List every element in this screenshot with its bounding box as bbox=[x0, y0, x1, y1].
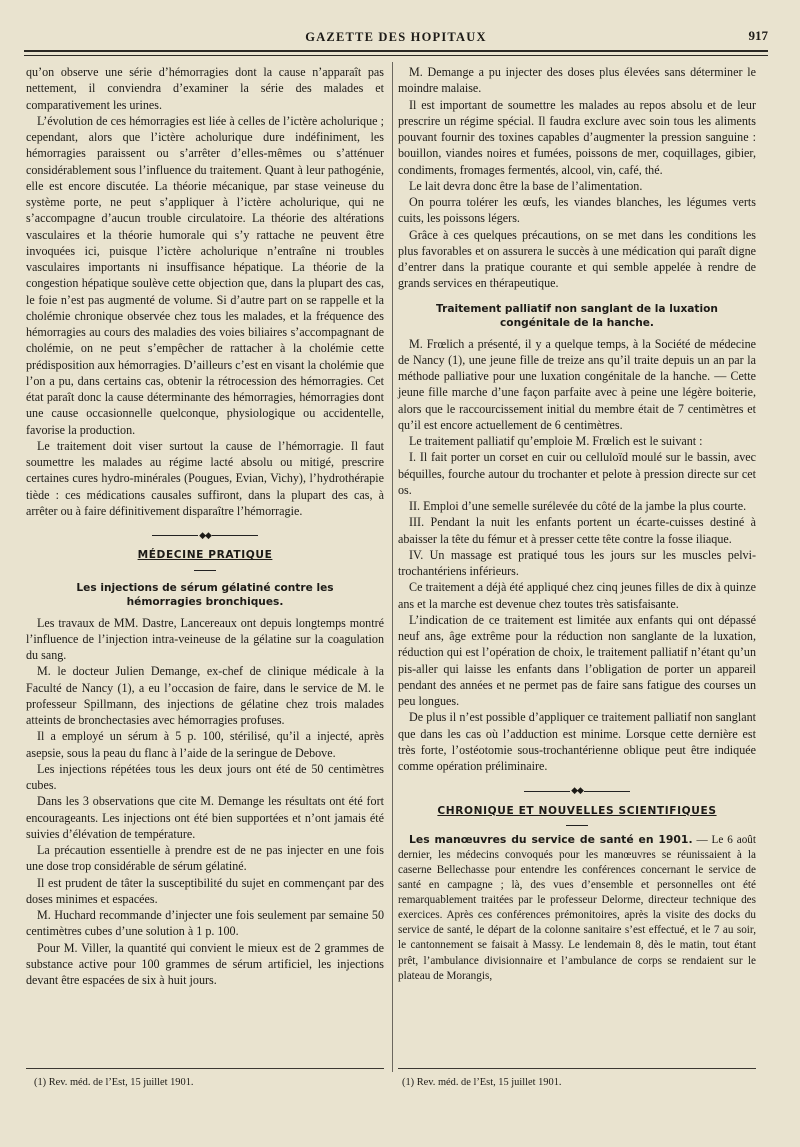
paragraph: L’indication de ce traitement est limitée aux enfants qui ont dépassé neuf ans, âge extrême pour la réduction non sanglante de la luxation, réduction qui est l’opération de choix, le traitement palliatif n’étant qu’un pis-aller qui laisse les enfants dans l’obligation de porter un appareil pendant des années et ne permet pas de faire sans fatigue des courses un peu longues. bbox=[398, 612, 756, 708]
left-column bbox=[26, 64, 384, 988]
footnote-rule bbox=[26, 1068, 384, 1069]
article-title: Traitement palliatif non sanglant de la luxation congénitale de la hanche. bbox=[436, 302, 718, 329]
paragraph: Dans les 3 observations que cite M. Demange les résultats ont été fort encourageants. Les injections ont été bien supportées et n’ont jamais été suivies d’élévation de température. bbox=[26, 794, 384, 841]
paragraph: De plus il n’est possible d’appliquer ce traitement palliatif non sanglant que dans les cas où l’adduction est minime. Lorsque cette dernière est très forte, l’ostéotomie sous-trochantérienne oblique peut être indiquée comme opération préliminaire. bbox=[398, 710, 756, 773]
footnote: (1) Rev. méd. de l’Est, 15 juillet 1901. bbox=[402, 1077, 562, 1088]
page-header bbox=[24, 24, 768, 46]
paragraph: Le traitement doit viser surtout la cause de l’hémorragie. Il faut soumettre les malades au régime lacté absolu ou mitigé, prescrire certaines cures hydro-minérales (Pougues, Evian, Vichy), l’hydrothérapie tiède : ces médications causales suffiront, dans la plupart des cas, à arrêter ou à faire définitivement disparaître l’hémorragie. bbox=[26, 438, 384, 518]
paragraph: Pour M. Viller, la quantité qui convient le mieux est de 2 grammes de substance active pour 100 grammes de sérum artificiel, les injections devant être espacées de six à huit jours. bbox=[26, 940, 384, 987]
paragraph: Le traitement palliatif qu’emploie M. Frœlich est le suivant : bbox=[409, 434, 703, 448]
page-number: 917 bbox=[748, 28, 768, 43]
header-rule-thin bbox=[24, 55, 768, 56]
footnote: (1) Rev. méd. de l’Est, 15 juillet 1901. bbox=[34, 1077, 194, 1088]
section-title: CHRONIQUE ET NOUVELLES SCIENTIFIQUES bbox=[437, 804, 717, 817]
column-divider bbox=[392, 62, 393, 1072]
paragraph: Les injections répétées tous les deux jours ont été de 50 centimètres cubes. bbox=[26, 761, 384, 792]
paragraph: On pourra tolérer les œufs, les viandes blanches, les légumes verts cuits, les poissons légers. bbox=[398, 195, 756, 226]
paragraph: Il a employé un sérum à 5 p. 100, stérilisé, qu’il a injecté, après asepsie, sous la peau du flanc à l’aide de la seringue de Debove. bbox=[26, 729, 384, 760]
paragraph: qu’on observe une série d’hémorragies dont la cause n’apparaît pas nettement, il conviendra d’examiner la série des malades et comparativement les urines. bbox=[26, 65, 384, 112]
journal-title: GAZETTE DES HOPITAUX bbox=[305, 30, 487, 44]
paragraph: Les travaux de MM. Dastre, Lancereaux ont depuis longtemps montré l’influence de l’injection intra-veineuse de la gélatine sur la coagulation du sang. bbox=[26, 615, 384, 662]
short-rule bbox=[566, 825, 588, 826]
article-title: Les injections de sérum gélatiné contre les hémorragies bronchiques. bbox=[76, 581, 334, 608]
paragraph: II. Emploi d’une semelle surélevée du côté de la jambe la plus courte. bbox=[409, 499, 747, 513]
section-title: MÉDECINE PRATIQUE bbox=[137, 549, 273, 562]
paragraph: Ce traitement a déjà été appliqué chez cinq jeunes filles de dix à quinze ans et la marche est devenue chez toutes très satisfaisante. bbox=[398, 580, 756, 611]
paragraph: M. Huchard recommande d’injecter une fois seulement par semaine 50 centimètres cubes d’une solution à 1 p. 100. bbox=[26, 908, 384, 939]
paragraph: Le lait devra donc être la base de l’alimentation. bbox=[409, 178, 643, 193]
paragraph: I. Il fait porter un corset en cuir ou celluloïd moulé sur le bassin, avec béquilles, fourche autour du trochanter et pelote à pression directe sur cet os. bbox=[398, 450, 756, 497]
paragraph: M. Demange a pu injecter des doses plus élevées sans déterminer le moindre malaise. bbox=[398, 65, 756, 96]
section-separator: ◆◆ bbox=[398, 782, 756, 798]
footnote-rule bbox=[398, 1068, 756, 1069]
paragraph: M. le docteur Julien Demange, ex-chef de clinique médicale à la Faculté de Nancy (1), a eu l’occasion de faire, dans le service de M. le professeur Spillmann, des injections de gélatine chez trois malades atteints de bronchectasies avec hémorragies profuses. bbox=[26, 664, 384, 727]
paragraph: III. Pendant la nuit les enfants portent un écarte-cuisses destiné à abaisser la tête du fémur et à presser cette tête contre la fosse iliaque. bbox=[398, 515, 756, 546]
paragraph: M. Frœlich a présenté, il y a quelque temps, à la Société de médecine de Nancy (1), une jeune fille de treize ans qu’il traite depuis un an par la méthode palliative pour une luxation congénitale de la hanche. — Cette jeune fille marche d’une façon parfaite avec à peine une légère boiterie, alors que le raccourcissement initial du membre était de 7 centimètres et qu’il est encore actuellement de 6 centimètres. bbox=[398, 336, 756, 432]
article-lead: Les manœuvres du service de santé en 1901. bbox=[409, 832, 693, 846]
paragraph: Il est important de soumettre les malades au repos absolu et de leur prescrire un régime spécial. Il faudra exclure avec soin tous les aliments pouvant fournir des toxines capables d’augmenter la pression sanguine : bouillon, viandes noires et fumées, poissons de mer, coquillages, gibier, condiments, fromages fermentés, alcool, vin, café, thé. bbox=[398, 97, 756, 177]
paragraph bbox=[398, 832, 756, 984]
paragraph: IV. Un massage est pratiqué tous les jours sur les muscles pelvi-trochantériens inférieurs. bbox=[398, 547, 756, 578]
section-separator: ◆◆ bbox=[26, 527, 384, 543]
paragraph: La précaution essentielle à prendre est de ne pas injecter en une fois une dose trop considérable de sérum gélatiné. bbox=[26, 843, 384, 874]
paragraph: Il est prudent de tâter la susceptibilité du sujet en commençant par des doses minimes et espacées. bbox=[26, 875, 384, 906]
paragraph: L’évolution de ces hémorragies est liée à celles de l’ictère acholurique ; cependant, alors que l’ictère acholurique dure indéfiniment, les hémorragies paraissent ou s’arrêter d’elles-mêmes ou s’atténuer considérablement sous l’influence du traitement. Quant à leur pathogénie, elle est encore discutée. La théorie mécanique, par stase veineuse du système porte, ne peut s’appliquer à l’ictère acholurique, qui ne s’accompagne d’aucun trouble circulatoire. La théorie des altérations vasculaires et la théorie humorale qui s’y rattache ne peuvent être invoquées ici, puisque l’ictère acholurique n’entraîne ni troubles vasculaires importants ni insuffisance hépatique. La théorie de la congestion hépatique soulève cette objection que, dans la plupart des cas, le foie n’est pas augmenté de volume. Si d’autre part on se rappelle et la cholémie chronique observée chez tous les malades, et la fréquence des hémorragies au cours des maladies des voies biliaires s’accompagnant de cholémie, on ne peut s’empêcher de rattacher à la cholémie cette prédisposition aux hémorragies. D’ailleurs c’est en visant la cholémie que l’on a pu, dans certains cas, obtenir la rétrocession des hémorragies. Cet état paraît donc la cause déterminante des hémorragies, hémorragies dont une cause occasionnelle quelconque, physiologique ou accidentelle, favorise la production. bbox=[26, 113, 384, 437]
header-rule bbox=[24, 50, 768, 52]
article-text: — Le 6 août dernier, les médecins convoqués pour les manœuvres se réunissaient à la caserne Bellechasse pour entendre les conférences concernant le service de santé en campagne ; là, des vues d’ensemble et personnelles ont été remarquablement traitées par le professeur Delorme, directeur technique des exercices. Après ces conférences prémonitoires, après la visite des docks du service de santé, le départ de la colonne sanitaire s’est effectué, et le 7 au soir, le cantonnement se faisait à Massy. Le lendemain 8, dès le matin, tout étant prêt, l’ambulance divisionnaire et l’ambulance de corps se rendaient sur le plateau de Morangis, bbox=[398, 833, 757, 982]
paragraph: Grâce à ces quelques précautions, on se met dans les conditions les plus favorables et on assurera le succès à une médication qui paraît digne d’entrer dans la pratique courante et qui semble appelée à rendre de grands services en thérapeutique. bbox=[398, 227, 756, 291]
short-rule bbox=[194, 570, 216, 571]
right-column bbox=[398, 64, 756, 984]
